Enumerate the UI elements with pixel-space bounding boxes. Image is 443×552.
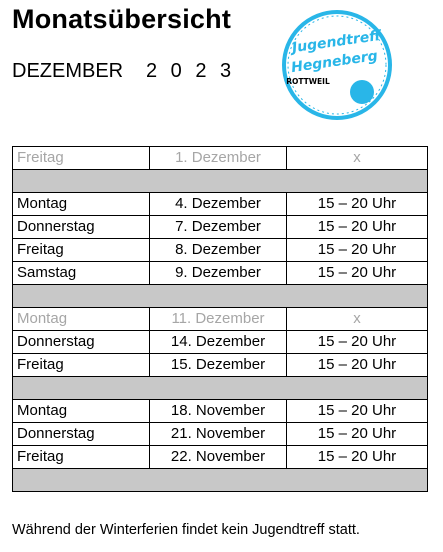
logo-line2: Hegneberg bbox=[290, 48, 379, 77]
time-cell: 15 – 20 Uhr bbox=[287, 354, 428, 377]
date-cell: 7. Dezember bbox=[150, 216, 287, 239]
table-row bbox=[13, 216, 428, 239]
time-cell: 15 – 20 Uhr bbox=[287, 193, 428, 216]
logo-line1: Jugendtreff bbox=[291, 27, 382, 57]
time-cell: 15 – 20 Uhr bbox=[287, 262, 428, 285]
table-row bbox=[13, 400, 428, 423]
day-cell: Samstag bbox=[13, 262, 150, 285]
table-row bbox=[13, 308, 428, 331]
table-row bbox=[13, 331, 428, 354]
schedule-table bbox=[12, 146, 428, 492]
date-cell: 4. Dezember bbox=[150, 193, 287, 216]
time-cell: x bbox=[287, 308, 428, 331]
month-label: DEZEMBER bbox=[12, 60, 124, 82]
separator-row bbox=[13, 170, 428, 193]
date-cell: 22. November bbox=[150, 446, 287, 469]
page-title: Monatsübersicht bbox=[12, 4, 232, 34]
day-cell: Freitag bbox=[13, 239, 150, 262]
separator-cell bbox=[13, 285, 428, 308]
time-cell: 15 – 20 Uhr bbox=[287, 446, 428, 469]
separator-row bbox=[13, 285, 428, 308]
day-cell: Donnerstag bbox=[13, 331, 150, 354]
logo-badge bbox=[350, 80, 374, 104]
time-cell: 15 – 20 Uhr bbox=[287, 331, 428, 354]
day-cell: Montag bbox=[13, 400, 150, 423]
time-cell: 15 – 20 Uhr bbox=[287, 423, 428, 446]
time-cell: x bbox=[287, 147, 428, 170]
separator-cell bbox=[13, 469, 428, 492]
date-cell: 1. Dezember bbox=[150, 147, 287, 170]
separator-row bbox=[13, 377, 428, 400]
separator-cell bbox=[13, 377, 428, 400]
table-row bbox=[13, 262, 428, 285]
table-row bbox=[13, 239, 428, 262]
date-cell: 18. November bbox=[150, 400, 287, 423]
table-row bbox=[13, 147, 428, 170]
day-cell: Donnerstag bbox=[13, 216, 150, 239]
separator-cell bbox=[13, 170, 428, 193]
date-cell: 11. Dezember bbox=[150, 308, 287, 331]
jugendtreff-logo bbox=[278, 6, 396, 124]
day-cell: Freitag bbox=[13, 446, 150, 469]
day-cell: Donnerstag bbox=[13, 423, 150, 446]
date-cell: 8. Dezember bbox=[150, 239, 287, 262]
date-cell: 14. Dezember bbox=[150, 331, 287, 354]
date-cell: 15. Dezember bbox=[150, 354, 287, 377]
date-cell: 9. Dezember bbox=[150, 262, 287, 285]
table-row bbox=[13, 193, 428, 216]
table-row bbox=[13, 354, 428, 377]
time-cell: 15 – 20 Uhr bbox=[287, 216, 428, 239]
day-cell: Montag bbox=[13, 193, 150, 216]
table-row bbox=[13, 423, 428, 446]
table-row bbox=[13, 446, 428, 469]
logo-line3: ROTTWEIL bbox=[286, 77, 330, 86]
date-cell: 21. November bbox=[150, 423, 287, 446]
footer-note: Während der Winterferien findet kein Jugendtreff statt. bbox=[12, 522, 360, 538]
time-cell: 15 – 20 Uhr bbox=[287, 239, 428, 262]
day-cell: Freitag bbox=[13, 147, 150, 170]
separator-row bbox=[13, 469, 428, 492]
day-cell: Freitag bbox=[13, 354, 150, 377]
time-cell: 15 – 20 Uhr bbox=[287, 400, 428, 423]
day-cell: Montag bbox=[13, 308, 150, 331]
year-label: 2 0 2 3 bbox=[146, 60, 236, 82]
